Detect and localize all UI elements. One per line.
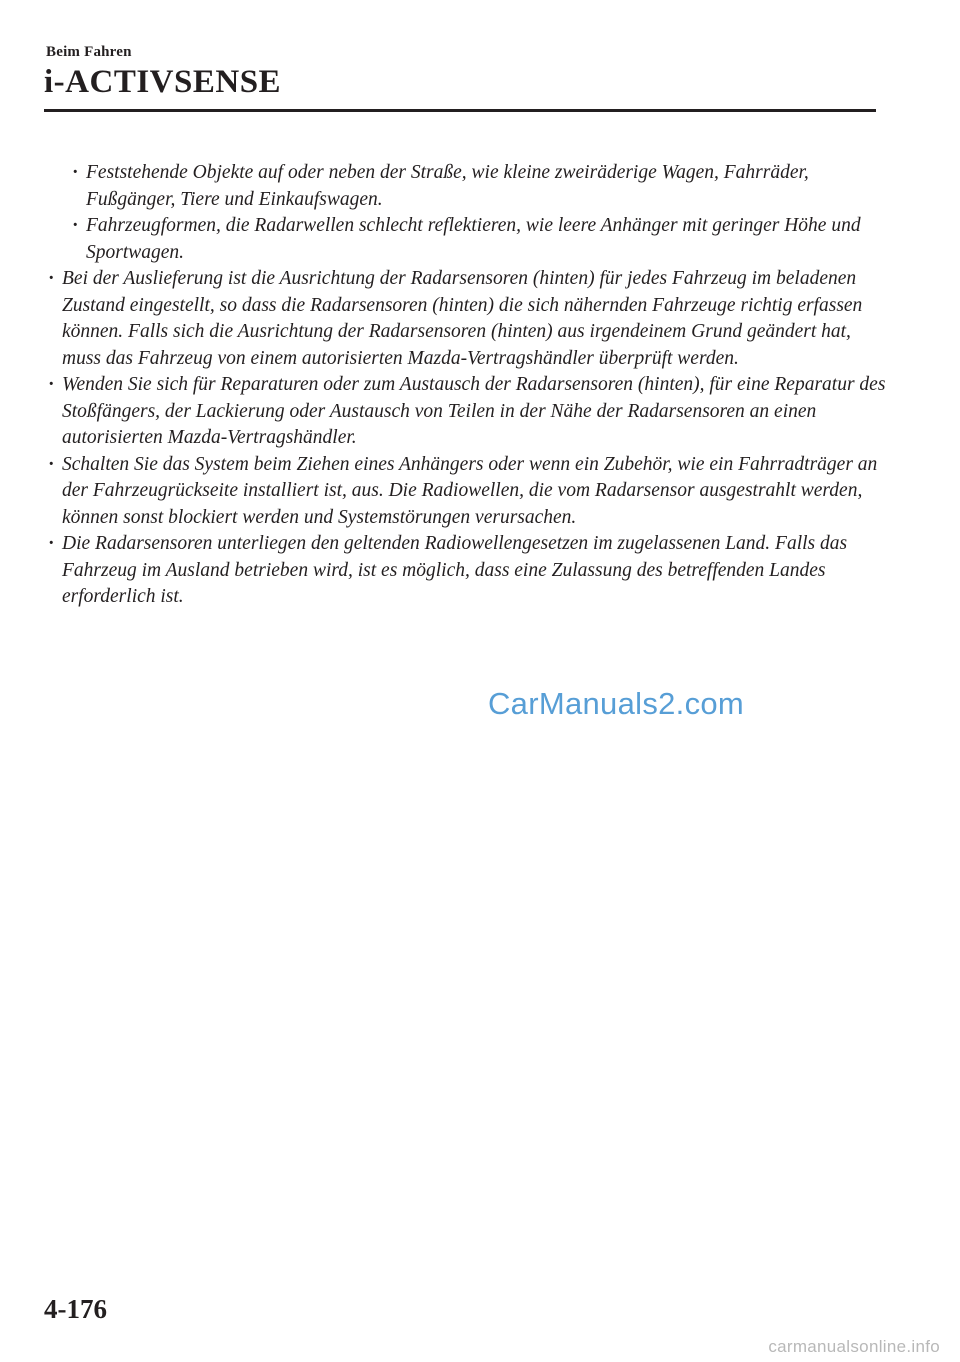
sub-bullet-item <box>48 213 886 266</box>
bullet-item <box>48 452 886 532</box>
page-number: 4-176 <box>44 1294 107 1324</box>
bullet-icon: · <box>48 268 55 289</box>
content <box>48 160 886 611</box>
bullet-text: Die Radarsensoren unterliegen den geltenden Radiowellengesetzen im zugelassenen Land. Falls das Fahrzeug im Ausland betrieben wird, ist es möglich, dass eine Zulassung des betreffenden Landes erforderlich ist. <box>62 533 848 607</box>
sub-bullet-item <box>48 160 886 213</box>
chapter-title: i-ACTIVSENSE <box>44 64 282 100</box>
bullet-icon: · <box>48 374 55 395</box>
watermark: CarManuals2.com <box>488 686 745 721</box>
bullet-text: Feststehende Objekte auf oder neben der Straße, wie kleine zweiräderige Wagen, Fahrräder, Fußgänger, Tiere und Einkaufswagen. <box>86 162 809 210</box>
header-rule <box>44 109 876 112</box>
bullet-text: Bei der Auslieferung ist die Ausrichtung der Radarsensoren (hinten) für jedes Fahrzeug im beladenen Zustand eingestellt, so dass die Radarsensoren (hinten) die sich nähernden Fahrzeuge richtig erfassen können. Falls sich die Ausrichtung der Radarsensoren (hinten) aus irgendeinem Grund geändert hat, muss das Fahrzeug von einem autorisierten Mazda-Vertragshändler überprüft werden. <box>62 268 863 369</box>
section-label: Beim Fahren <box>46 44 132 60</box>
bullet-icon: · <box>72 215 79 236</box>
bullet-item <box>48 266 886 372</box>
bullet-text: Schalten Sie das System beim Ziehen eines Anhängers oder wenn ein Zubehör, wie ein Fahrradträger an der Fahrzeugrückseite installiert ist, aus. Die Radiowellen, die vom Radarsensor ausgestrahlt werden, können sonst blockiert werden und Systemstörungen verursachen. <box>62 453 878 528</box>
bullet-icon: · <box>48 453 55 475</box>
bullet-text: Fahrzeugformen, die Radarwellen schlecht reflektieren, wie leere Anhänger mit geringer Höhe und Sportwagen. <box>86 215 861 263</box>
footer-site: carmanualsonline.info <box>768 1337 940 1356</box>
bullet-text: Wenden Sie sich für Reparaturen oder zum Austausch der Radarsensoren (hinten), für eine Reparatur des Stoßfängers, der Lackierung oder Austausch von Teilen in der Nähe der Radarsensoren an einen autorisierten Mazda-Vertragshändler. <box>62 374 886 448</box>
bullet-icon: · <box>72 162 79 183</box>
bullet-icon: · <box>48 533 55 554</box>
bullet-item <box>48 372 886 452</box>
bullet-item <box>48 531 886 611</box>
